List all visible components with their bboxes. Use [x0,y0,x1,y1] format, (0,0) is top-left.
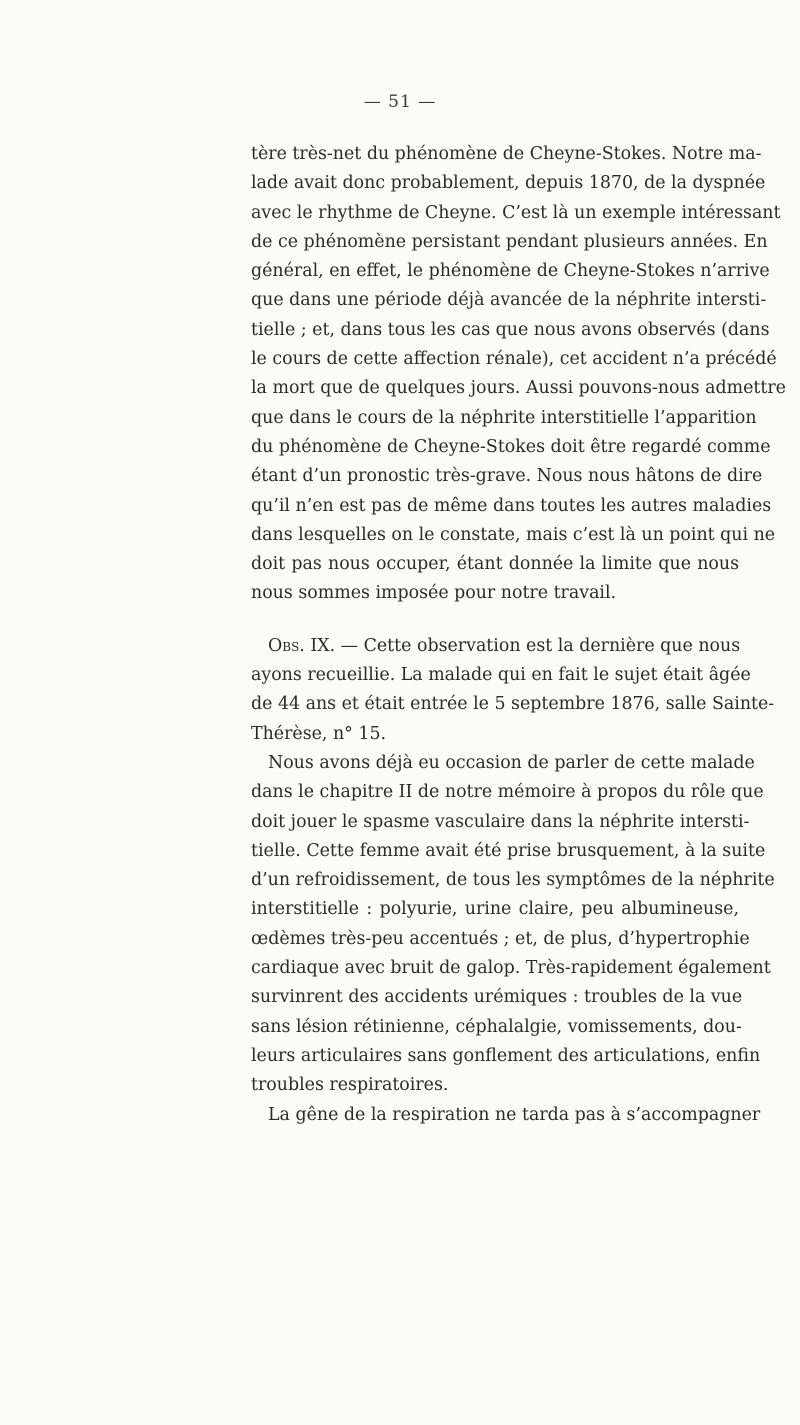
text-line: tielle ; et, dans tous les cas que nous avons observés (dans [251,319,770,340]
text-line: général, en effet, le phénomène de Cheyne-Stokes n’arrive [251,261,770,282]
paragraph-4 [251,1101,761,1130]
text-line: sans lésion rétinienne, céphalalgie, vomissements, dou- [251,1016,742,1037]
text-line [251,632,739,661]
text-line: d’un refroidissement, de tous les symptômes de la néphrite [251,870,775,891]
text-line: de 44 ans et était entrée le 5 septembre 1876, salle Sainte- [251,694,775,715]
text-line: nous sommes imposée pour notre travail. [251,583,617,604]
text-line: La gêne de la respiration ne tarda pas à s’accompagner [268,1104,761,1125]
observation-label: Obs. IX. [268,635,336,656]
text-line: de ce phénomène persistant pendant plusieurs années. En [251,231,768,252]
text-line: cardiaque avec bruit de galop. Très-rapidement également [251,958,771,979]
text-line: la mort que de quelques jours. Aussi pouvons-nous admettre [251,378,786,399]
paragraph-1 [251,140,786,609]
body-text [251,140,786,1130]
text-line: étant d’un pronostic très-grave. Nous nous hâtons de dire [251,466,763,487]
paragraph-observation-ix [251,632,775,749]
text-line: dans lesquelles on le constate, mais c’est là un point qui ne [251,524,776,545]
text-line: avec le rhythme de Cheyne. C’est là un exemple intéressant [251,202,781,223]
text-line: survinrent des accidents urémiques : troubles de la vue [251,987,743,1008]
text-line: qu’il n’en est pas de même dans toutes les autres maladies [251,495,772,516]
text-line: lade avait donc probablement, depuis 1870, de la dyspnée [251,173,766,194]
text-line: ayons recueillie. La malade qui en fait le sujet était âgée [251,665,751,686]
text-line: Thérèse, n° 15. [251,723,387,744]
text-line: le cours de cette affection rénale), cet accident n’a précédé [251,349,777,370]
text-line: tère très-net du phénomène de Cheyne-Stokes. Notre ma- [251,144,762,164]
observation-intro: — Cette observation est la dernière que nous [335,635,741,656]
paragraph-3 [251,749,775,1101]
text-line: leurs articulaires sans gonflement des articulations, enfin [251,1045,761,1066]
text-line: tielle. Cette femme avait été prise brusquement, à la suite [251,840,766,861]
text-line: doit pas nous occuper, étant donnée la limite que nous [251,554,739,575]
text-line: Nous avons déjà eu occasion de parler de cette malade [268,752,755,773]
page-number: — 51 — [363,92,437,112]
text-line: interstitielle : polyurie, urine claire, peu albumineuse, [251,899,739,920]
text-line: du phénomène de Cheyne-Stokes doit être regardé comme [251,436,771,457]
text-line: que dans une période déjà avancée de la néphrite intersti- [251,290,767,311]
text-line: dans le chapitre II de notre mémoire à propos du rôle que [251,782,764,803]
text-line: œdèmes très-peu accentués ; et, de plus, d’hypertrophie [251,928,750,949]
text-line: troubles respiratoires. [251,1075,449,1096]
text-line: que dans le cours de la néphrite interstitielle l’apparition [251,407,757,428]
paragraph-spacer [251,609,739,632]
text-line: doit jouer le spasme vasculaire dans la néphrite intersti- [251,811,750,832]
